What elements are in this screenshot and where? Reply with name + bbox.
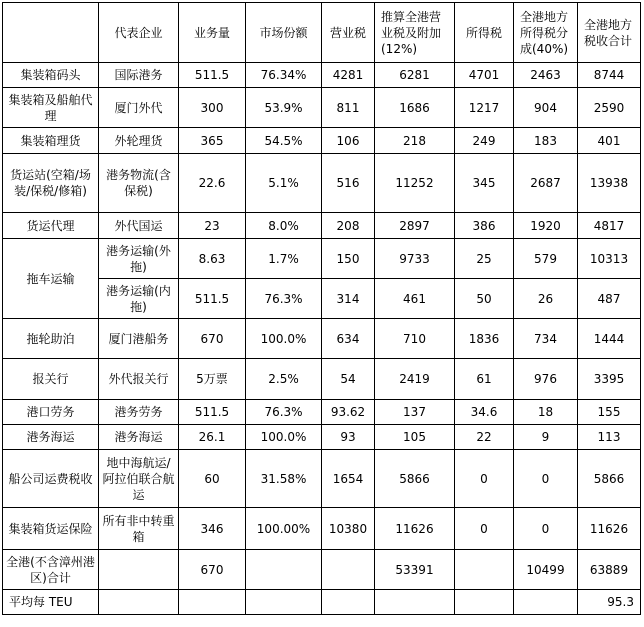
share-cell: 8.0% (246, 213, 322, 239)
port-tax-table (2, 2, 641, 615)
share-cell: 100.0% (246, 319, 322, 359)
category-cell: 集装箱货运保险 (3, 508, 99, 550)
enterprise-cell: 所有非中转重箱 (99, 508, 179, 550)
business-tax-cell: 208 (322, 213, 375, 239)
surcharge-cell: 710 (375, 319, 455, 359)
table-row (3, 88, 641, 128)
surcharge-cell: 105 (375, 425, 455, 450)
local-share-cell: 734 (514, 319, 578, 359)
header-cell: 市场份额 (246, 3, 322, 63)
enterprise-cell: 港务运输(外拖) (99, 239, 179, 279)
income-tax-cell: 25 (455, 239, 514, 279)
category-cell: 货运站(空箱/场装/保税/修箱) (3, 154, 99, 213)
volume-cell: 670 (179, 550, 246, 590)
header-row (3, 3, 641, 63)
table-row (3, 319, 641, 359)
category-cell: 拖轮助泊 (3, 319, 99, 359)
volume-cell: 346 (179, 508, 246, 550)
category-cell: 集装箱及船舶代理 (3, 88, 99, 128)
header-cell: 全港地方税收合计 (578, 3, 641, 63)
local-share-cell: 0 (514, 450, 578, 508)
volume-cell: 511.5 (179, 400, 246, 425)
category-cell: 货运代理 (3, 213, 99, 239)
local-share-cell: 904 (514, 88, 578, 128)
surcharge-cell: 218 (375, 128, 455, 154)
local-share-cell: 183 (514, 128, 578, 154)
table-row (3, 154, 641, 213)
table-row (3, 590, 641, 615)
local-share-cell: 18 (514, 400, 578, 425)
total-cell: 401 (578, 128, 641, 154)
income-tax-cell: 1836 (455, 319, 514, 359)
header-cell: 推算全港营业税及附加(12%) (375, 3, 455, 63)
total-cell: 1444 (578, 319, 641, 359)
surcharge-cell: 11626 (375, 508, 455, 550)
business-tax-cell: 106 (322, 128, 375, 154)
surcharge-cell: 9733 (375, 239, 455, 279)
local-share-cell: 0 (514, 508, 578, 550)
share-cell: 100.00% (246, 508, 322, 550)
business-tax-cell (322, 550, 375, 590)
enterprise-cell: 港务劳务 (99, 400, 179, 425)
header-cell: 全港地方所得税分成(40%) (514, 3, 578, 63)
income-tax-cell: 249 (455, 128, 514, 154)
table-row (3, 213, 641, 239)
income-tax-cell: 1217 (455, 88, 514, 128)
income-tax-cell: 386 (455, 213, 514, 239)
category-cell: 港口劳务 (3, 400, 99, 425)
surcharge-cell (375, 590, 455, 615)
enterprise-cell: 外代报关行 (99, 359, 179, 400)
total-cell: 10313 (578, 239, 641, 279)
local-share-cell: 579 (514, 239, 578, 279)
share-cell: 2.5% (246, 359, 322, 400)
total-cell: 4817 (578, 213, 641, 239)
enterprise-cell: 外轮理货 (99, 128, 179, 154)
table-row (3, 239, 641, 279)
business-tax-cell: 150 (322, 239, 375, 279)
header-cell: 所得税 (455, 3, 514, 63)
enterprise-cell: 地中海航运/阿拉伯联合航运 (99, 450, 179, 508)
income-tax-cell: 22 (455, 425, 514, 450)
volume-cell: 365 (179, 128, 246, 154)
surcharge-cell: 11252 (375, 154, 455, 213)
surcharge-cell: 6281 (375, 63, 455, 88)
category-cell: 拖车运输 (3, 239, 99, 319)
share-cell: 5.1% (246, 154, 322, 213)
income-tax-cell: 61 (455, 359, 514, 400)
table-row (3, 359, 641, 400)
enterprise-cell: 厦门港船务 (99, 319, 179, 359)
volume-cell: 60 (179, 450, 246, 508)
total-cell: 3395 (578, 359, 641, 400)
income-tax-cell: 0 (455, 450, 514, 508)
volume-cell: 511.5 (179, 279, 246, 319)
volume-cell: 511.5 (179, 63, 246, 88)
income-tax-cell: 50 (455, 279, 514, 319)
surcharge-cell: 1686 (375, 88, 455, 128)
volume-cell: 23 (179, 213, 246, 239)
surcharge-cell: 137 (375, 400, 455, 425)
total-cell: 2590 (578, 88, 641, 128)
volume-cell: 22.6 (179, 154, 246, 213)
total-cell: 5866 (578, 450, 641, 508)
share-cell (246, 590, 322, 615)
income-tax-cell: 4701 (455, 63, 514, 88)
income-tax-cell: 34.6 (455, 400, 514, 425)
share-cell: 76.34% (246, 63, 322, 88)
business-tax-cell: 93 (322, 425, 375, 450)
surcharge-cell: 5866 (375, 450, 455, 508)
income-tax-cell (455, 550, 514, 590)
table-row (3, 550, 641, 590)
table-row (3, 425, 641, 450)
business-tax-cell: 314 (322, 279, 375, 319)
share-cell: 76.3% (246, 400, 322, 425)
volume-cell: 5万票 (179, 359, 246, 400)
local-share-cell: 9 (514, 425, 578, 450)
category-cell: 平均每 TEU (3, 590, 99, 615)
surcharge-cell: 2897 (375, 213, 455, 239)
share-cell: 76.3% (246, 279, 322, 319)
total-cell: 155 (578, 400, 641, 425)
total-cell: 8744 (578, 63, 641, 88)
share-cell: 1.7% (246, 239, 322, 279)
local-share-cell: 2463 (514, 63, 578, 88)
local-share-cell: 2687 (514, 154, 578, 213)
local-share-cell (514, 590, 578, 615)
total-cell: 113 (578, 425, 641, 450)
category-cell: 集装箱码头 (3, 63, 99, 88)
table-row (3, 450, 641, 508)
surcharge-cell: 2419 (375, 359, 455, 400)
income-tax-cell (455, 590, 514, 615)
total-cell: 487 (578, 279, 641, 319)
business-tax-cell: 10380 (322, 508, 375, 550)
share-cell: 100.0% (246, 425, 322, 450)
volume-cell: 8.63 (179, 239, 246, 279)
share-cell: 53.9% (246, 88, 322, 128)
category-cell: 集装箱理货 (3, 128, 99, 154)
local-share-cell: 976 (514, 359, 578, 400)
table-row (3, 400, 641, 425)
category-cell: 全港(不含漳州港区)合计 (3, 550, 99, 590)
income-tax-cell: 345 (455, 154, 514, 213)
category-cell: 报关行 (3, 359, 99, 400)
surcharge-cell: 461 (375, 279, 455, 319)
header-cell: 业务量 (179, 3, 246, 63)
table-row (3, 279, 641, 319)
share-cell: 31.58% (246, 450, 322, 508)
local-share-cell: 26 (514, 279, 578, 319)
enterprise-cell: 港务物流(含保税) (99, 154, 179, 213)
business-tax-cell: 93.62 (322, 400, 375, 425)
enterprise-cell: 厦门外代 (99, 88, 179, 128)
income-tax-cell: 0 (455, 508, 514, 550)
local-share-cell: 1920 (514, 213, 578, 239)
share-cell: 54.5% (246, 128, 322, 154)
header-cell (3, 3, 99, 63)
share-cell (246, 550, 322, 590)
business-tax-cell: 516 (322, 154, 375, 213)
enterprise-cell (99, 590, 179, 615)
business-tax-cell: 54 (322, 359, 375, 400)
table-row (3, 63, 641, 88)
volume-cell (179, 590, 246, 615)
surcharge-cell: 53391 (375, 550, 455, 590)
volume-cell: 300 (179, 88, 246, 128)
total-cell: 13938 (578, 154, 641, 213)
enterprise-cell: 外代国运 (99, 213, 179, 239)
volume-cell: 26.1 (179, 425, 246, 450)
business-tax-cell: 1654 (322, 450, 375, 508)
category-cell: 船公司运费税收 (3, 450, 99, 508)
total-cell: 63889 (578, 550, 641, 590)
business-tax-cell: 4281 (322, 63, 375, 88)
business-tax-cell: 811 (322, 88, 375, 128)
header-cell: 代表企业 (99, 3, 179, 63)
category-cell: 港务海运 (3, 425, 99, 450)
total-cell: 11626 (578, 508, 641, 550)
table-row (3, 508, 641, 550)
table-row (3, 128, 641, 154)
volume-cell: 670 (179, 319, 246, 359)
enterprise-cell: 国际港务 (99, 63, 179, 88)
enterprise-cell: 港务运输(内拖) (99, 279, 179, 319)
enterprise-cell (99, 550, 179, 590)
document-page (2, 2, 641, 615)
enterprise-cell: 港务海运 (99, 425, 179, 450)
local-share-cell: 10499 (514, 550, 578, 590)
business-tax-cell: 634 (322, 319, 375, 359)
total-cell: 95.3 (578, 590, 641, 615)
header-cell: 营业税 (322, 3, 375, 63)
business-tax-cell (322, 590, 375, 615)
